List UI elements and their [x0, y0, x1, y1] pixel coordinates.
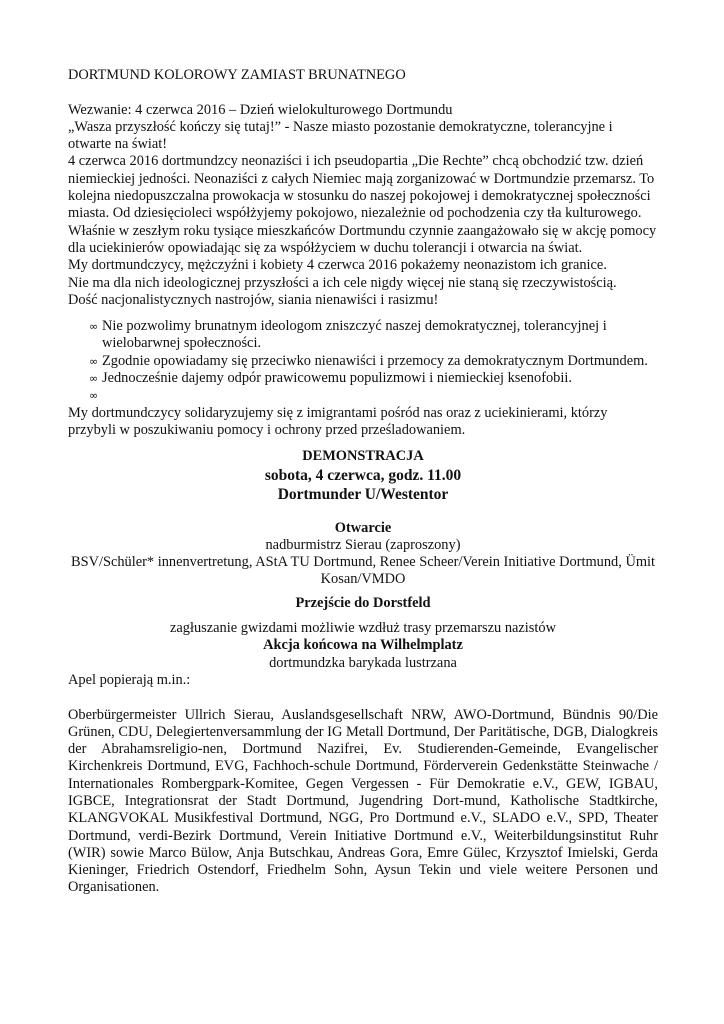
march-heading: Przejście do Dorstfeld [295, 594, 431, 611]
statement-line-3: Dość nacjonalistycznych nastrojów, siania nienawiści i rasizmu! [68, 291, 439, 308]
spacer [68, 689, 658, 706]
spacer [68, 612, 658, 620]
march-description: zagłuszanie gwizdami możliwie wzdłuż trasy przemarszu nazistów [169, 620, 556, 637]
final-action-heading: Akcja końcowa na Wilhelmplatz [263, 637, 463, 654]
supporters-list: Oberbürgermeister Ullrich Sierau, Auslandsgesellschaft NRW, AWO-Dortmund, Bündnis 90/Die Grünen, CDU, Delegiertenversammlung der IG Metall Dortmund, Der Paritätische, DGB, Dialogkreis der Abrahamsreligio-nen, Dortmund Nazifrei, Ev. Studierenden-Gemeinde, Evangelischer Kirchenkreis Dortmund, EVG, Fachhoch-schule Dortmund, Förderverein Gedenkstätte Steinwache / Internationales Rombergpark-Komitee, Gegen Vergessen - Für Demokratie e.V., GEW, IGBAU, IGBCE, Integrationsrat der Stadt Dortmund, Jugendring Dort-mund, Katholische Stadtkirche, KLANGVOKAL Musikfestival Dortmund, NGG, Pro Dortmund e.V., SLADO e.V., SPD, Theater Dortmund, verdi-Bezirk Dortmund, Verein Initiative Dortmund e.V., Weiterbildungsinstitut Ruhr (WIR) sowie Marco Bülow, Anja Butschkau, Andreas Gora, Emre Gülec, Krzysztof Imielski, Gerda Kieninger, Friedrich Ostendorf, Friedhelm Sohn, Aysun Tekin und viele weitere Personen und Organisationen. [68, 706, 658, 896]
final-action-description: dortmundzka barykada lustrzana [269, 654, 457, 671]
list-item-text: Zgodnie opowiadamy się przeciwko nienawiści i przemocy za demokratycznym Dortmundem. [102, 352, 648, 369]
demo-title: DEMONSTRACJA [302, 448, 424, 465]
slogan-line: „Wasza przyszłość kończy się tutaj!” - Nasze miasto pozostanie demokratyczne, tolerancyjne i otwarte na świat! [68, 118, 613, 153]
infinity-bullet-icon: ∞ [89, 354, 99, 368]
list-item [90, 353, 658, 370]
intro-paragraph: 4 czerwca 2016 dortmundzcy neonaziści i ich pseudopartia „Die Rechte” chcą obchodzić tzw. dzień niemieckiej jedności. Neonaziści z całych Niemiec mają zorganizować w Dortmundzie przemarsz. To kolejna niedopuszczalna prowokacja w stosunku do naszej pokojowej i demokratycznej społeczności miasta. Od dziesięcioleci współżyjemy pokojowo, niezależnie od pochodzenia czy tła kulturowego. Właśnie w zeszłym roku tysiące mieszkańców Dortmundu czynnie zaangażowało się w akcję pomocy dla uciekinierów opowiadając się za współżyciem w duchu tolerancji i otwarcia na świat. [68, 153, 657, 256]
list-item-text [102, 387, 106, 403]
list-item-text: Nie pozwolimy brunatnym ideologom zniszczyć naszej demokratycznej, tolerancyjnej i wielobarwnej społeczności. [102, 318, 607, 352]
infinity-bullet-icon: ∞ [89, 389, 99, 403]
list-item [90, 318, 658, 353]
document-title: DORTMUND KOLOROWY ZAMIAST BRUNATNEGO [68, 67, 406, 83]
call-line: Wezwanie: 4 czerwca 2016 – Dzień wielokulturowego Dortmundu [68, 101, 453, 118]
list-item-text: Jednocześnie dajemy odpór prawicowemu populizmowi i niemieckiej ksenofobii. [102, 370, 572, 387]
document-page [68, 67, 658, 897]
bullet-list [68, 318, 658, 404]
opening-speakers-list: BSV/Schüler* innenvertretung, AStA TU Dortmund, Renee Scheer/Verein Initiative Dortmund, Ümit Kosan/VMDO [70, 554, 656, 588]
spacer [68, 504, 658, 520]
spacer [68, 84, 658, 101]
solidarity-paragraph: My dortmundczycy solidaryzujemy się z imigrantami pośród nas oraz z uciekinierami, którzy przybyli w poszukiwaniu pomocy i ochrony przed prześladowaniem. [68, 404, 608, 438]
demo-place: Dortmunder U/Westentor [277, 485, 449, 503]
list-item [90, 370, 658, 387]
supporters-intro: Apel popierają m.in.: [68, 671, 191, 688]
list-item [90, 387, 658, 404]
statement-line-1: My dortmundczycy, mężczyźni i kobiety 4 czerwca 2016 pokażemy neonazistom ich granice. [68, 257, 607, 274]
statement-line-2: Nie ma dla nich ideologicznej przyszłości a ich cele nigdy więcej nie staną się rzeczywistością. [68, 274, 617, 291]
opening-speaker: nadburmistrz Sierau (zaproszony) [265, 536, 461, 553]
opening-heading: Otwarcie [334, 519, 392, 536]
infinity-bullet-icon: ∞ [89, 372, 99, 386]
infinity-bullet-icon: ∞ [89, 320, 99, 334]
demo-date: sobota, 4 czerwca, godz. 11.00 [264, 466, 462, 484]
